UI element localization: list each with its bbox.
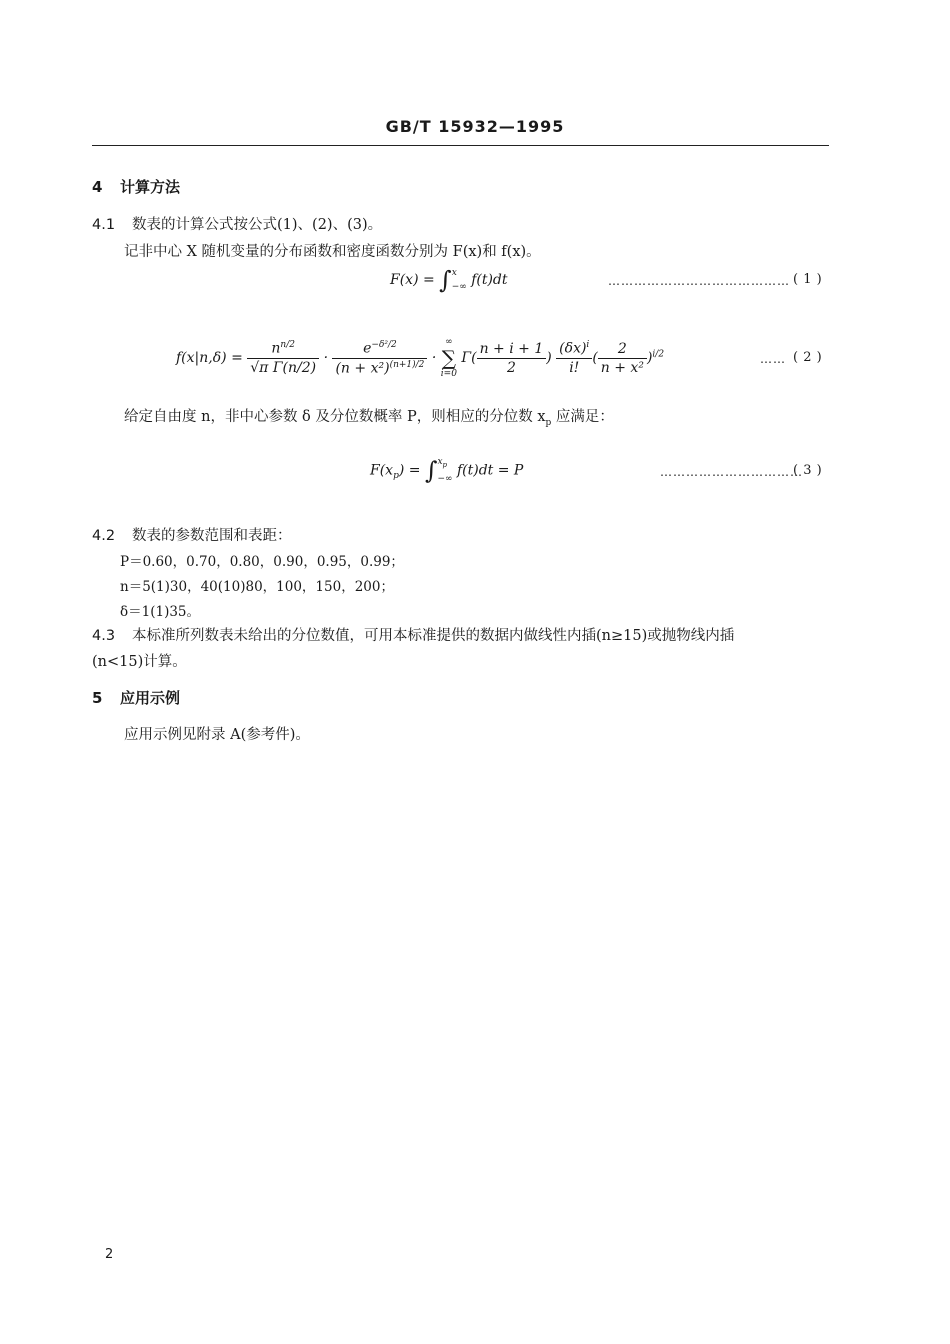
equation-3 (370, 455, 523, 486)
page-number: 2 (105, 1247, 114, 1262)
eq2-f5-den: n + x² (600, 359, 644, 376)
eq2-f4-den: i! (569, 359, 580, 376)
eq3-lhs-end: ) = (398, 462, 421, 479)
eq2-fraction-2 (332, 340, 427, 376)
para-end: 应满足： (551, 409, 614, 425)
eq3-upper-sub: p (442, 460, 448, 469)
equation-1 (390, 266, 508, 294)
sigma-sign: ∑ (441, 346, 456, 370)
integral-sign: ∫ (439, 266, 452, 294)
eq2-exp-end: i/2 (652, 349, 665, 360)
eq2-f1-num: n (271, 340, 281, 357)
eq2-summation (441, 336, 457, 380)
eq2-close-2: ) (646, 350, 653, 366)
eq1-label: ( 1 ) (793, 272, 823, 287)
eq2-label: ( 2 ) (793, 350, 823, 365)
eq3-label: ( 3 ) (793, 463, 823, 478)
eq2-f2-num: e (363, 340, 372, 357)
eq1-upper-limit: x (451, 268, 457, 278)
eq2-leader-dots: …… (760, 352, 786, 366)
eq3-lhs-sub: p (393, 471, 399, 482)
param-line-p: P＝0.60，0.70，0.80，0.90，0.95，0.99； (120, 554, 404, 570)
eq2-f2-den: (n + x²) (335, 360, 390, 377)
eq1-integrand: f(t)dt (471, 272, 508, 288)
eq2-fraction-3 (477, 341, 547, 376)
section-4-number: 4 (92, 178, 103, 196)
equation-2 (176, 336, 664, 380)
eq2-gamma: Γ( (461, 350, 477, 366)
eq2-f5-num: 2 (598, 341, 647, 359)
eq2-sum-upper: ∞ (445, 337, 453, 347)
clause-4-3-number: 4.3 (92, 628, 116, 644)
clause-4-3 (92, 624, 734, 645)
param-line-delta: δ＝1(1)35。 (120, 604, 201, 620)
eq2-sum-lower: i=0 (440, 369, 457, 379)
integral-sign-2: ∫ (424, 456, 438, 485)
eq3-upper-limit: x (437, 457, 443, 467)
eq2-f3-den: 2 (506, 359, 516, 376)
clause-4-2-text: 数表的参数范围和表距： (132, 528, 292, 544)
eq3-integrand: f(t)dt = P (456, 462, 524, 479)
clause-4-1-text: 数表的计算公式按公式(1)、(2)、(3)。 (132, 217, 383, 233)
eq2-fraction-1 (247, 340, 319, 376)
eq2-fraction-4 (556, 340, 592, 376)
param-line-n: n＝5(1)30，40(10)80，100，150，200； (120, 579, 394, 595)
section-4-title: 计算方法 (120, 178, 181, 196)
clause-4-2 (92, 524, 292, 545)
eq2-f2-den-exp: (n+1)/2 (389, 359, 425, 370)
eq2-dot-1: · (323, 350, 329, 366)
eq3-lhs: F(x (370, 462, 394, 479)
eq2-f4-num: (δx) (559, 340, 587, 357)
section-5-heading (92, 687, 180, 708)
para-sub: p (545, 417, 552, 428)
eq2-f1-den: √π Γ(n/2) (250, 359, 317, 376)
section-5-text: 应用示例见附录 A(参考件)。 (124, 727, 310, 743)
clause-4-1 (92, 213, 382, 234)
document-header: GB/T 15932—1995 (385, 117, 565, 136)
eq3-leader-dots: …………………………… (660, 465, 803, 479)
eq2-f4-num-exp: i (586, 340, 590, 351)
eq2-f1-num-exp: n/2 (280, 340, 295, 351)
clause-4-2-number: 4.2 (92, 528, 116, 544)
eq1-lower-limit: −∞ (451, 282, 467, 292)
eq2-close: ) (546, 350, 552, 366)
eq1-leader-dots: …………………………………… (608, 274, 790, 288)
paragraph-quantile (124, 405, 614, 428)
clause-4-3-cont: (n<15)计算。 (92, 654, 187, 670)
para-text: 给定自由度 n，非中心参数 δ 及分位数概率 P，则相应的分位数 x (124, 409, 546, 425)
eq2-fraction-5 (598, 341, 647, 376)
eq2-open-2: ( (592, 350, 598, 366)
eq2-f3-num: n + i + 1 (477, 341, 547, 359)
clause-4-1-line2: 记非中心 X 随机变量的分布函数和密度函数分别为 F(x)和 f(x)。 (124, 244, 541, 260)
eq2-dot-2: · (431, 350, 437, 366)
section-4-heading (92, 176, 180, 197)
eq2-lhs: f(x|n,δ) = (176, 350, 243, 366)
eq1-lhs: F(x) = (390, 272, 435, 288)
eq3-lower-limit: −∞ (437, 473, 453, 484)
section-5-number: 5 (92, 689, 103, 707)
clause-4-3-text: 本标准所列数表未给出的分位数值，可用本标准提供的数据内做线性内插(n≥15)或抛物线内插 (132, 628, 735, 644)
section-5-title: 应用示例 (120, 689, 181, 707)
eq2-f2-num-exp: −δ²/2 (371, 339, 397, 350)
clause-4-1-number: 4.1 (92, 217, 116, 233)
header-rule (92, 145, 829, 146)
